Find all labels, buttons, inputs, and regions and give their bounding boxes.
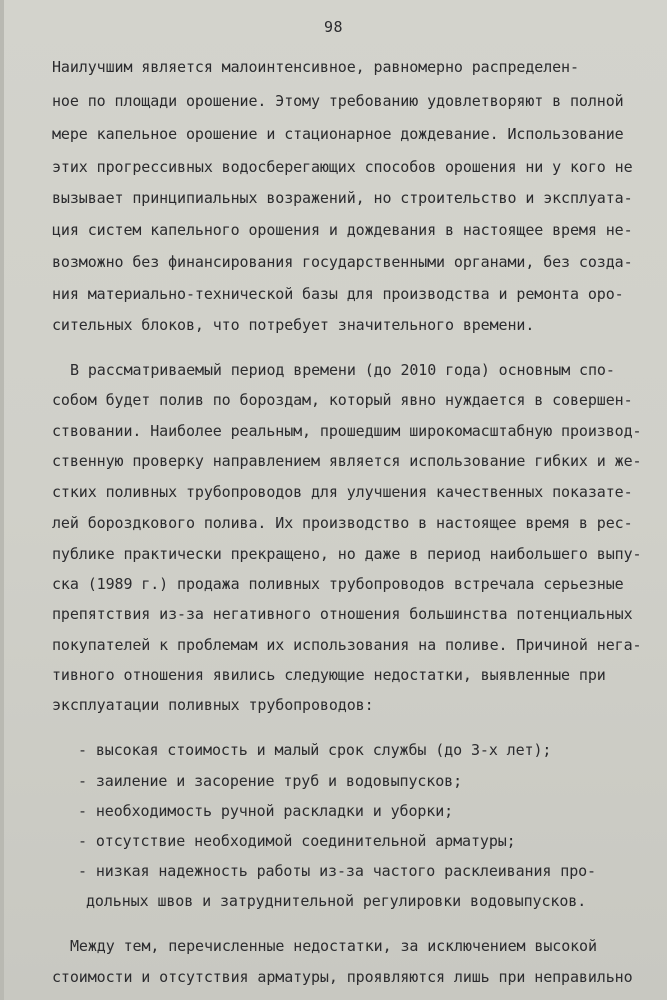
list-item: - отсутствие необходимой соединительной арматуры; <box>78 832 516 850</box>
list-item: - низкая надежность работы из-за частого расклеивания про- <box>78 862 596 880</box>
text-line: ска (1989 г.) продажа поливных трубопроводов встречала серьезные <box>52 575 624 593</box>
list-item-continuation: дольных швов и затруднительной регулировки водовыпусков. <box>86 892 587 910</box>
text-line: тивного отношения явились следующие недостатки, выявленные при <box>52 666 606 684</box>
text-line: этих прогрессивных водосберегающих способов орошения ни у кого не <box>52 158 633 176</box>
text-line: лей бороздкового полива. Их производство в настоящее время в рес- <box>52 514 633 532</box>
text-line: В рассматриваемый период времени (до 2010 года) основным спо- <box>70 361 615 379</box>
list-item: - заиление и засорение труб и водовыпусков; <box>78 772 463 790</box>
text-line: мере капельное орошение и стационарное дождевание. Использование <box>52 125 624 143</box>
text-line: собом будет полив по бороздам, который явно нуждается в совершен- <box>52 391 633 409</box>
text-line: покупателей к проблемам их использования на поливе. Причиной нега- <box>52 636 642 654</box>
text-line: сительных блоков, что потребует значительного времени. <box>52 316 535 334</box>
page-number: 98 <box>323 18 344 36</box>
text-line: Наилучшим является малоинтенсивное, равномерно распределен- <box>52 58 579 76</box>
text-line: ственную проверку направлением является использование гибких и же- <box>52 452 642 470</box>
page-edge <box>0 0 4 1000</box>
text-line: стоимости и отсутствия арматуры, проявляются лишь при неправильно <box>52 968 633 986</box>
text-line: Между тем, перечисленные недостатки, за исключением высокой <box>70 937 597 955</box>
text-line: вызывает принципиальных возражений, но строительство и эксплуата- <box>52 189 633 207</box>
text-line: ствовании. Наиболее реальным, прошедшим широкомасштабную производ- <box>52 422 642 440</box>
text-line: стких поливных трубопроводов для улучшения качественных показате- <box>52 483 633 501</box>
text-line: возможно без финансирования государственными органами, без созда- <box>52 253 633 271</box>
list-item: - высокая стоимость и малый срок службы (до 3-х лет); <box>78 741 552 759</box>
text-line: ция систем капельного орошения и дождевания в настоящее время не- <box>52 221 633 239</box>
text-line: препятствия из-за негативного отношения большинства потенциальных <box>52 605 633 623</box>
text-line: публике практически прекращено, но даже в период наибольшего выпу- <box>52 545 642 563</box>
text-line: ния материально-технической базы для производства и ремонта оро- <box>52 285 624 303</box>
text-line: ное по площади орошение. Этому требованию удовлетворяют в полной <box>52 92 624 110</box>
text-line: эксплуатации поливных трубопроводов: <box>52 696 374 714</box>
list-item: - необходимость ручной раскладки и уборки; <box>78 802 454 820</box>
